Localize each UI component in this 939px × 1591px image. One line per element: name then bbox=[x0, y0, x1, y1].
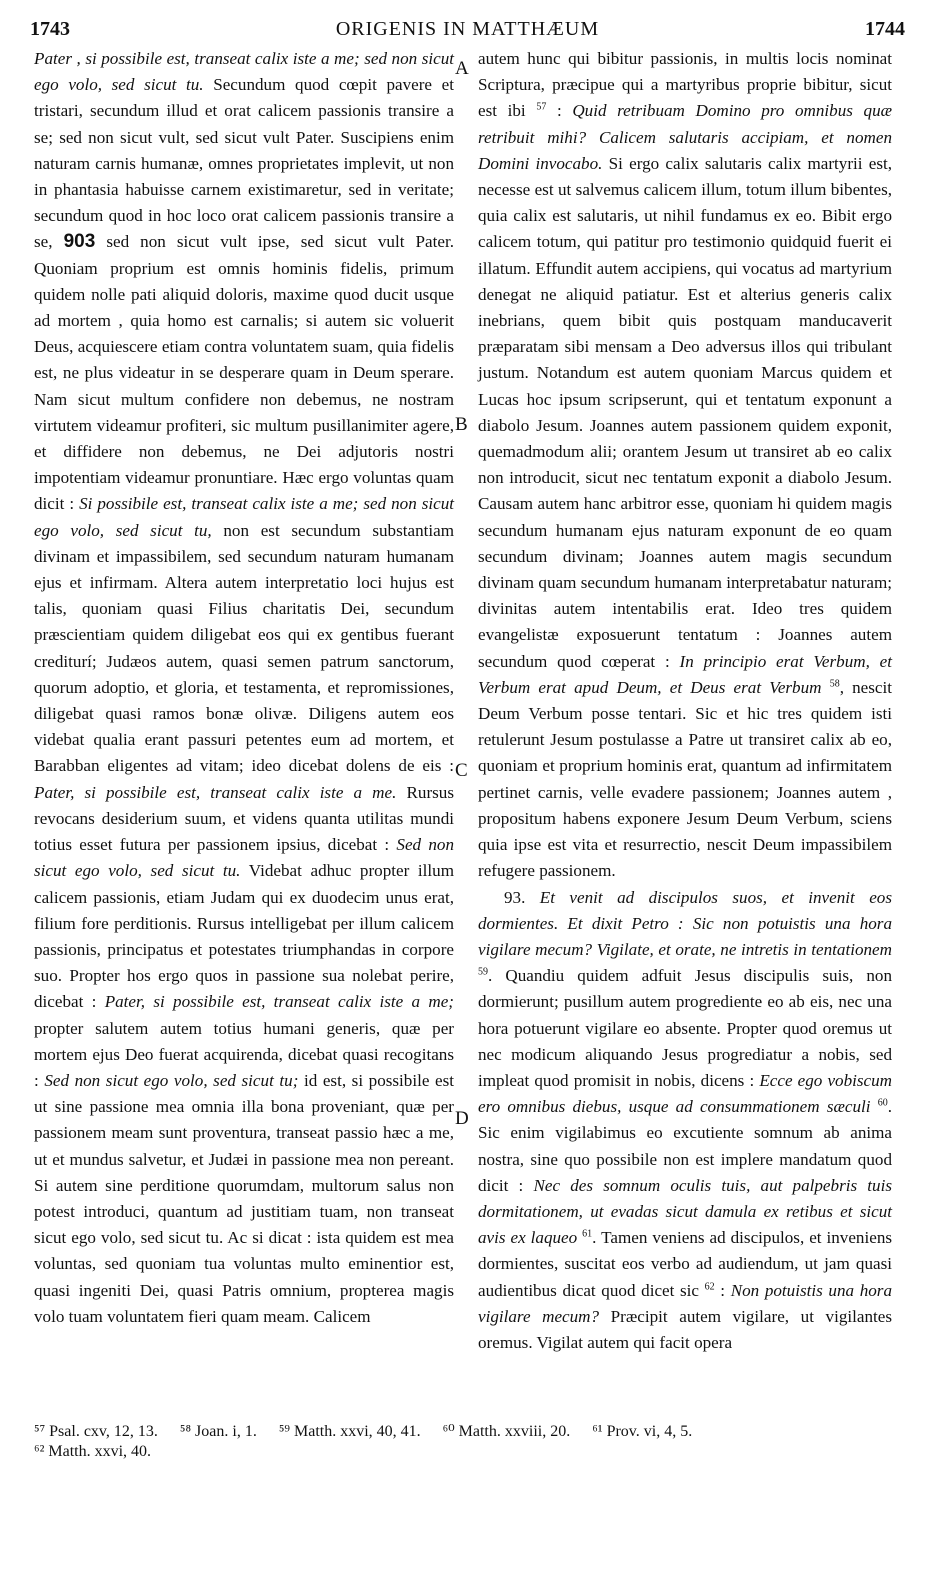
body-text: . Tamen veniens ad discipulos, et inveniens dormientes, suscitat eos verbo ad audiendum, ut jam quasi audientibus dicat quod dicet sic bbox=[478, 1228, 893, 1300]
footnote-58: ⁵⁸ Joan. i, 1. bbox=[179, 1423, 257, 1440]
body-text: , nescit Deum Verbum posse tentari. Sic et hic tres quidem isti retulerunt Jesum postulasse a Patre ut transiret calix ab eo, quoniam et proprium hominis erat, quantum ad infirmitatem pertinet carnis, velle evadere passionem; Joannes autem , propositum habens exponere Jesum Deum Verbum, sciens quia ipse est vita et resurrectio, nescit Deum impassibilem refugere passionem. bbox=[478, 677, 893, 881]
footnote-ref: 59 bbox=[478, 966, 488, 978]
scripture-quote: In principio erat Verbum, et Verbum erat apud Deum, et Deus erat Verbum bbox=[478, 651, 892, 697]
footnote-line-2 bbox=[34, 1442, 894, 1462]
footnote-ref: 58 bbox=[829, 678, 840, 690]
scripture-quote: Si possibile est, transeat calix iste a me; sed non sicut ego volo, sed sicut tu, bbox=[34, 494, 455, 540]
body-text: . Sic enim vigilabimus eo excutiente somnum ab anima nostra, sine quo possibile non est implere mandatum quod dicit : bbox=[478, 1097, 892, 1195]
scripture-quote: Sed non sicut ego volo, sed sicut tu. bbox=[34, 835, 454, 881]
right-column bbox=[478, 46, 892, 1356]
page-number-right: 1744 bbox=[865, 18, 905, 40]
body-text: Rursus revocans desiderium suum, et videns quanta utilitas mundi totius esset futura per passionem ipsius, dicebat : bbox=[34, 782, 455, 855]
scripture-quote: Ecce ego vobiscum ero omnibus diebus, usque ad consummationem sæculi bbox=[478, 1070, 893, 1117]
scripture-quote: Pater, si possibile est, transeat calix iste a me. bbox=[34, 782, 397, 802]
body-text: Præcipit autem vigilare, ut vigilantes oremus. Vigilat autem qui facit opera bbox=[478, 1306, 892, 1352]
body-text: propter salutem autem totius humani generis, quæ per mortem ejus Deo fuerat acquirenda, dicebat quasi recogitans : bbox=[34, 1018, 454, 1090]
body-text: id est, si possibile est ut sine passione mea omnia illa bona proveniant, quæ per passionem meam sunt proventura, transeat passio hæc a me, ut et mundus salvetur, et Judæi in passione mea non pereant. Si autem sine perditione quorumdam, multorum salus non potest introduci, quantum ad justitiam tuam, non transeat sicut ego volo, sed sicut tu. Ac si dicat : ista quidem est mea voluntas, sed quoniam tua voluntas multo eminentior est, quasi ingeniti Dei, quasi Patris omnium, propterea magis volo tuam voluntatem fieri quam meam. Calicem bbox=[34, 1070, 454, 1326]
page-header bbox=[30, 18, 905, 46]
footnote-60: ⁶⁰ Matth. xxviii, 20. bbox=[442, 1423, 571, 1440]
scripture-quote: Et venit ad discipulos suos, et invenit eos dormientes. Et dixit Petro : Sic non potuistis una hora vigilare mecum? Vigilate, et orate, ne intretis in tentationem bbox=[478, 887, 892, 959]
footnote-61: ⁶¹ Prov. vi, 4, 5. bbox=[592, 1423, 693, 1440]
margin-letter-a: A bbox=[455, 58, 469, 79]
footnote-line-1 bbox=[34, 1422, 894, 1442]
footnote-62: ⁶² Matth. xxvi, 40. bbox=[34, 1443, 152, 1460]
scripture-quote: Nec des somnum oculis tuis, aut palpebris tuis dormitationem, ut evadas sicut damula ex retibus et sicut avis ex laqueo bbox=[478, 1175, 892, 1248]
column-number: 903 bbox=[63, 231, 96, 253]
body-text: Si ergo calix salutaris calix martyrii est, necesse est ut salvemus calicem illum, totum illum bibentes, quia calix est salutaris, ut nihil fundamus ex eo. Bibit ergo calicem totum, qui patitur pro testimonio quidquid fuerit ei illatum. Effundit autem accipiens, qui vocatus ad martyrium denegat ne aliquid patiatur. Est et alterius generis calix inebrians, quem bibit quis postquam manducaverit præparatam sibi mensam a Deo adversus illos qui tribulant justum. Notandum est autem quoniam Marcus quidem et Lucas hoc ipsum scripserunt, qui et tentatum exponunt a diabolo Jesum. Joannes autem passionem quidem exponit, quemadmodum alii; orantem Jesum ut transiret ab eo calix non introducit, sicut nec tentatum exponit a diabolo Jesum. Causam autem hanc arbitror esse, quoniam hi quidem magis secundum humanam ejus naturam exponunt de eo quam secundum divinam; Joannes autem magis secundum divinam quam secundum humanam interpretabatur naturam; divinitas autem intentabilis erat. Ideo tres quidem evangelistæ exposuerunt tentatum : Joannes autem secundum quod cœperat : bbox=[478, 153, 892, 671]
body-text: Videbat adhuc propter illum calicem passionis, etiam Judam qui ex duodecim unus erat, filium fore perditionis. Rursus intelligebat per illum calicem passionis, principatus et potestates triumphandas in corpore suo. Propter hos ergo quos in passione sua nolebat perire, dicebat : bbox=[34, 861, 454, 1012]
body-text: autem hunc qui bibitur passionis, in multis locis nominat Scriptura, præcipue qui a martyribus proprie bibitur, sicut est ibi bbox=[478, 49, 892, 121]
right-paragraph-2 bbox=[478, 885, 892, 1357]
body-text: : bbox=[546, 101, 573, 121]
margin-letter-d: D bbox=[455, 1108, 469, 1129]
margin-letter-b: B bbox=[455, 414, 468, 435]
footnote-ref: 62 bbox=[704, 1280, 715, 1292]
left-paragraph bbox=[34, 46, 454, 1330]
footnotes bbox=[34, 1422, 894, 1462]
footnote-57: ⁵⁷ Psal. cxv, 12, 13. bbox=[34, 1423, 158, 1440]
scripture-quote: Pater , si possibile est, transeat calix iste a me; sed non sicut ego volo, sed sicut tu. bbox=[34, 49, 454, 95]
footnote-ref: 57 bbox=[536, 101, 547, 113]
left-column bbox=[34, 46, 454, 1330]
body-text: Secundum quod cœpit pavere et tristari, secundum illud et orat calicem passionis transire a se; sed non sicut vult, sed sicut vult Pater. Suscipiens enim naturam carnis humanæ, omnes proprietates implevit, ut non in phantasia habuisse carnem existimaretur, sed in veritate; secundum quod in hoc loco orat calicem passionis transire a se, bbox=[34, 75, 454, 252]
footnote-ref: 60 bbox=[877, 1097, 888, 1109]
scripture-quote: Sed non sicut ego volo, sed sicut tu; bbox=[38, 1070, 299, 1090]
running-title: ORIGENIS IN MATTHÆUM bbox=[335, 18, 600, 40]
margin-letter-c: C bbox=[455, 760, 468, 781]
scripture-quote: Quid retribuam Domino pro omnibus quæ retribuit mihi? Calicem salutaris accipiam, et nomen Domini invocabo. bbox=[478, 101, 893, 173]
scripture-quote: Non potuistis una hora vigilare mecum? bbox=[478, 1280, 893, 1326]
section-number: 93. bbox=[504, 887, 526, 907]
right-paragraph-1 bbox=[478, 46, 892, 885]
scripture-quote: Pater, si possibile est, transeat calix iste a me; bbox=[96, 992, 454, 1012]
body-text: sed non sicut vult ipse, sed sicut vult Pater. Quoniam proprium est omnis hominis fidelis, primum quidem nolle pati aliquid doloris, maxime quod ducit usque ad mortem , quia homo est carnalis; si autem sic voluerit Deus, acquiescere etiam contra voluntatem suam, quia fidelis est, ne plus videatur in se desperare quam in Deum sperare. Nam sicut multum confidere non debemus, ne nostram virtutem videamur profiteri, sic multum pusillanimiter agere, et diffidere non debemus, ne Dei adjutoris nostri impotentiam videamur pronuntiare. Hæc ergo voluntas quam dicit : bbox=[34, 232, 454, 514]
footnote-59: ⁵⁹ Matth. xxvi, 40, 41. bbox=[278, 1423, 421, 1440]
footnote-ref: 61 bbox=[582, 1228, 593, 1240]
body-text: non est secundum substantiam divinam et impassibilem, sed secundum naturam humanam ejus et infirmam. Altera autem interpretatio loci hujus est talis, quoniam quasi Filius charitatis Dei, secundum præscientiam quidem diligebat eos qui ex gentibus fuerant crediturí; Judæos autem, quasi semen patrum sanctorum, quorum adoptio, et gloria, et testamenta, et repromissiones, diligebat quasi ramos bonæ olivæ. Diligens autem eos videbat qualia erant passuri petentes eum ad mortem, et Barabban eligentes ad vitam; ideo dicebat dolens de eis : bbox=[34, 520, 455, 776]
body-text: : bbox=[714, 1280, 731, 1300]
page-number-left: 1743 bbox=[30, 18, 70, 40]
body-text: . Quandiu quidem adfuit Jesus discipulis suis, non dormierunt; pusillum autem progrediente eo ab eis, nec una hora potuerunt vigilare eo absente. Propter quod oremus ut nec modicum aliquando Jesus progrediatur a nobis, sed impleat quod promisit in nobis, dicens : bbox=[478, 966, 892, 1090]
